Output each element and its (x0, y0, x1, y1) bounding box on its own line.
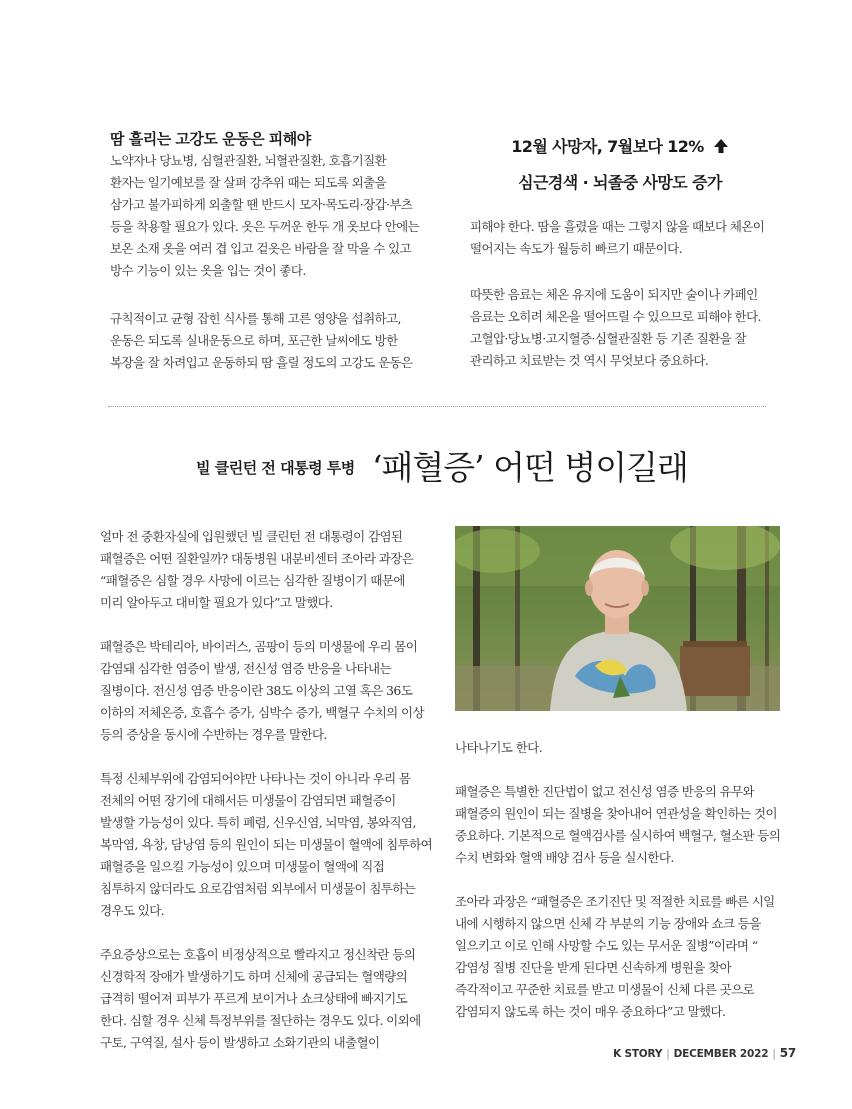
text-line: 경우도 있다. (100, 903, 165, 918)
text-line: 패혈증은 어떤 질환일까? 대동병원 내분비센터 조아라 과장은 (100, 551, 414, 566)
text-line: 구토, 구역질, 설사 등이 발생하고 소화기관의 내출혈이 (100, 1035, 380, 1050)
article-paragraph (100, 768, 432, 922)
text-line: 수치 변화와 혈액 배양 검사 등을 실시한다. (455, 850, 674, 865)
article-paragraph (455, 781, 780, 869)
exercise-paragraph-3 (470, 216, 764, 260)
text-line: 삼가고 불가피하게 외출할 땐 반드시 모자·목도리·장갑·부츠 (110, 197, 413, 212)
article-subtitle: 빌 클린턴 전 대통령 투병 (196, 459, 355, 477)
text-line: 패혈증의 원인이 되는 질병을 찾아내어 연관성을 확인하는 것이 (455, 806, 777, 821)
section-heading-exercise: 땀 흘리는 고강도 운동은 피해야 (110, 130, 311, 148)
article-paragraph (455, 737, 780, 759)
text-line: 주요증상으로는 호흡이 비정상적으로 빨라지고 정신착란 등의 (100, 947, 416, 962)
text-line: 급격히 떨어져 피부가 푸르게 보이거나 쇼크상태에 빠지기도 (100, 991, 408, 1006)
text-line: 운동은 되도록 실내운동으로 하며, 포근한 날씨에도 방한 (110, 333, 398, 348)
text-line: 등의 증상을 동시에 수반하는 경우를 말한다. (100, 727, 327, 742)
exercise-paragraph-2 (110, 308, 412, 374)
arrow-up-icon (713, 132, 729, 166)
article-title: ‘패혈증’ 어떤 병이길래 (372, 448, 688, 487)
text-line: 음료는 오히려 체온을 떨어뜨릴 수 있으므로 피해야 한다. (470, 309, 761, 324)
text-line: 떨어지는 속도가 월등히 빠르기 때문이다. (470, 241, 682, 256)
stat-line-2: 심근경색 · 뇌졸중 사망도 증가 (518, 173, 722, 192)
text-line: 감염되지 않도록 하는 것이 매우 중요하다”고 말했다. (455, 1004, 726, 1019)
article-paragraph (100, 526, 432, 614)
text-line: 한다. 심할 경우 신체 특정부위를 절단하는 경우도 있다. 이외에 (100, 1013, 421, 1028)
text-line: 관리하고 치료받는 것 역시 무엇보다 중요하다. (470, 353, 709, 368)
text-line: 피해야 한다. 땀을 흘렸을 때는 그렇지 않을 때보다 체온이 (470, 219, 765, 234)
text-line: 발생할 가능성이 있다. 특히 폐렴, 신우신염, 뇌막염, 봉와직염, (100, 815, 416, 830)
text-line: 복장을 잘 차려입고 운동하되 땀 흘릴 정도의 고강도 운동은 (110, 355, 413, 370)
text-line: 패혈증은 특별한 진단법이 없고 전신성 염증 반응의 유무와 (455, 784, 755, 799)
text-line: 신경학적 장애가 발생하기도 하며 신체에 공급되는 혈액량의 (100, 969, 408, 984)
text-line: 복막염, 욕창, 담낭염 등의 원인이 되는 미생물이 혈액에 침투하여 (100, 837, 433, 852)
page-footer (613, 1046, 796, 1060)
stat-text: 12월 사망자, 7월보다 12% (511, 137, 704, 156)
text-line: 패혈증은 박테리아, 바이러스, 곰팡이 등의 미생물에 우리 몸이 (100, 639, 418, 654)
text-line: 나타나기도 한다. (455, 740, 543, 755)
article-left-column (100, 526, 432, 1054)
issue-date: DECEMBER 2022 (673, 1048, 769, 1060)
photo-illustration (455, 526, 780, 711)
text-line: 이하의 저체온증, 호흡수 증가, 심박수 증가, 백혈구 수치의 이상 (100, 705, 424, 720)
text-line: 특정 신체부위에 감염되어야만 나타나는 것이 아니라 우리 몸 (100, 771, 411, 786)
text-line: 고혈압·당뇨병·고지혈증·심혈관질환 등 기존 질환을 잘 (470, 331, 747, 346)
text-line: 전체의 어떤 장기에 대해서든 미생물이 감염되면 패혈증이 (100, 793, 396, 808)
text-line: 중요하다. 기본적으로 혈액검사를 실시하여 백혈구, 혈소판 등의 (455, 828, 781, 843)
statistic-callout (470, 130, 770, 200)
text-line: 보온 소재 옷을 여러 겹 입고 겉옷은 바람을 잘 막을 수 있고 (110, 241, 412, 256)
text-line: 패혈증을 일으킬 가능성이 있으며 미생물이 혈액에 직접 (100, 859, 385, 874)
beverage-paragraph (470, 284, 761, 372)
text-line: 질병이다. 전신성 염증 반응이란 38도 이상의 고열 혹은 36도 (100, 683, 413, 698)
footer-separator: | (772, 1048, 776, 1060)
text-line: 즉각적이고 꾸준한 치료를 받고 미생물이 신체 다른 곳으로 (455, 982, 755, 997)
article-paragraph (100, 636, 432, 746)
text-line: 조아라 과장은 “패혈증은 조기진단 및 적절한 치료를 빠른 시일 (455, 894, 775, 909)
text-line: 규칙적이고 균형 잡힌 식사를 통해 고른 영양을 섭취하고, (110, 311, 401, 326)
exercise-paragraph-1 (110, 150, 419, 282)
text-line: 노약자나 당뇨병, 심혈관질환, 뇌혈관질환, 호흡기질환 (110, 153, 387, 168)
stat-line-1 (470, 130, 770, 166)
text-line: 일으키고 이로 인해 사망할 수도 있는 무서운 질병”이라며 “ (455, 938, 758, 953)
article-photo (455, 526, 780, 711)
text-line: 내에 시행하지 않으면 신체 각 부분의 기능 장애와 쇼크 등을 (455, 916, 761, 931)
text-line: 침투하지 않더라도 요로감염처럼 외부에서 미생물이 침투하는 (100, 881, 416, 896)
text-line: 감염성 질병 진단을 받게 된다면 신속하게 병원을 찾아 (455, 960, 732, 975)
article-paragraph (100, 944, 432, 1054)
dotted-divider (108, 406, 766, 407)
article-right-column (455, 737, 780, 1023)
text-line: 따뜻한 음료는 체온 유지에 도움이 되지만 술이나 카페인 (470, 287, 758, 302)
text-line: 얼마 전 중환자실에 입원했던 빌 클린턴 전 대통령이 감염된 (100, 529, 403, 544)
text-line: 감염돼 심각한 염증이 발생, 전신성 염증 반응을 나타내는 (100, 661, 391, 676)
footer-separator: | (666, 1048, 670, 1060)
page-number: 57 (779, 1046, 796, 1060)
text-line: 환자는 일기예보를 잘 살펴 강추위 때는 되도록 외출을 (110, 175, 387, 190)
text-line: 등을 착용할 필요가 있다. 옷은 두꺼운 한두 개 옷보다 안에는 (110, 219, 420, 234)
text-line: 방수 기능이 있는 옷을 입는 것이 좋다. (110, 263, 306, 278)
text-line: “패혈증은 심할 경우 사망에 이르는 심각한 질병이기 때문에 (100, 573, 405, 588)
article-paragraph (455, 891, 780, 1023)
text-line: 미리 알아두고 대비할 필요가 있다”고 말했다. (100, 595, 333, 610)
magazine-name: K STORY (613, 1048, 663, 1060)
